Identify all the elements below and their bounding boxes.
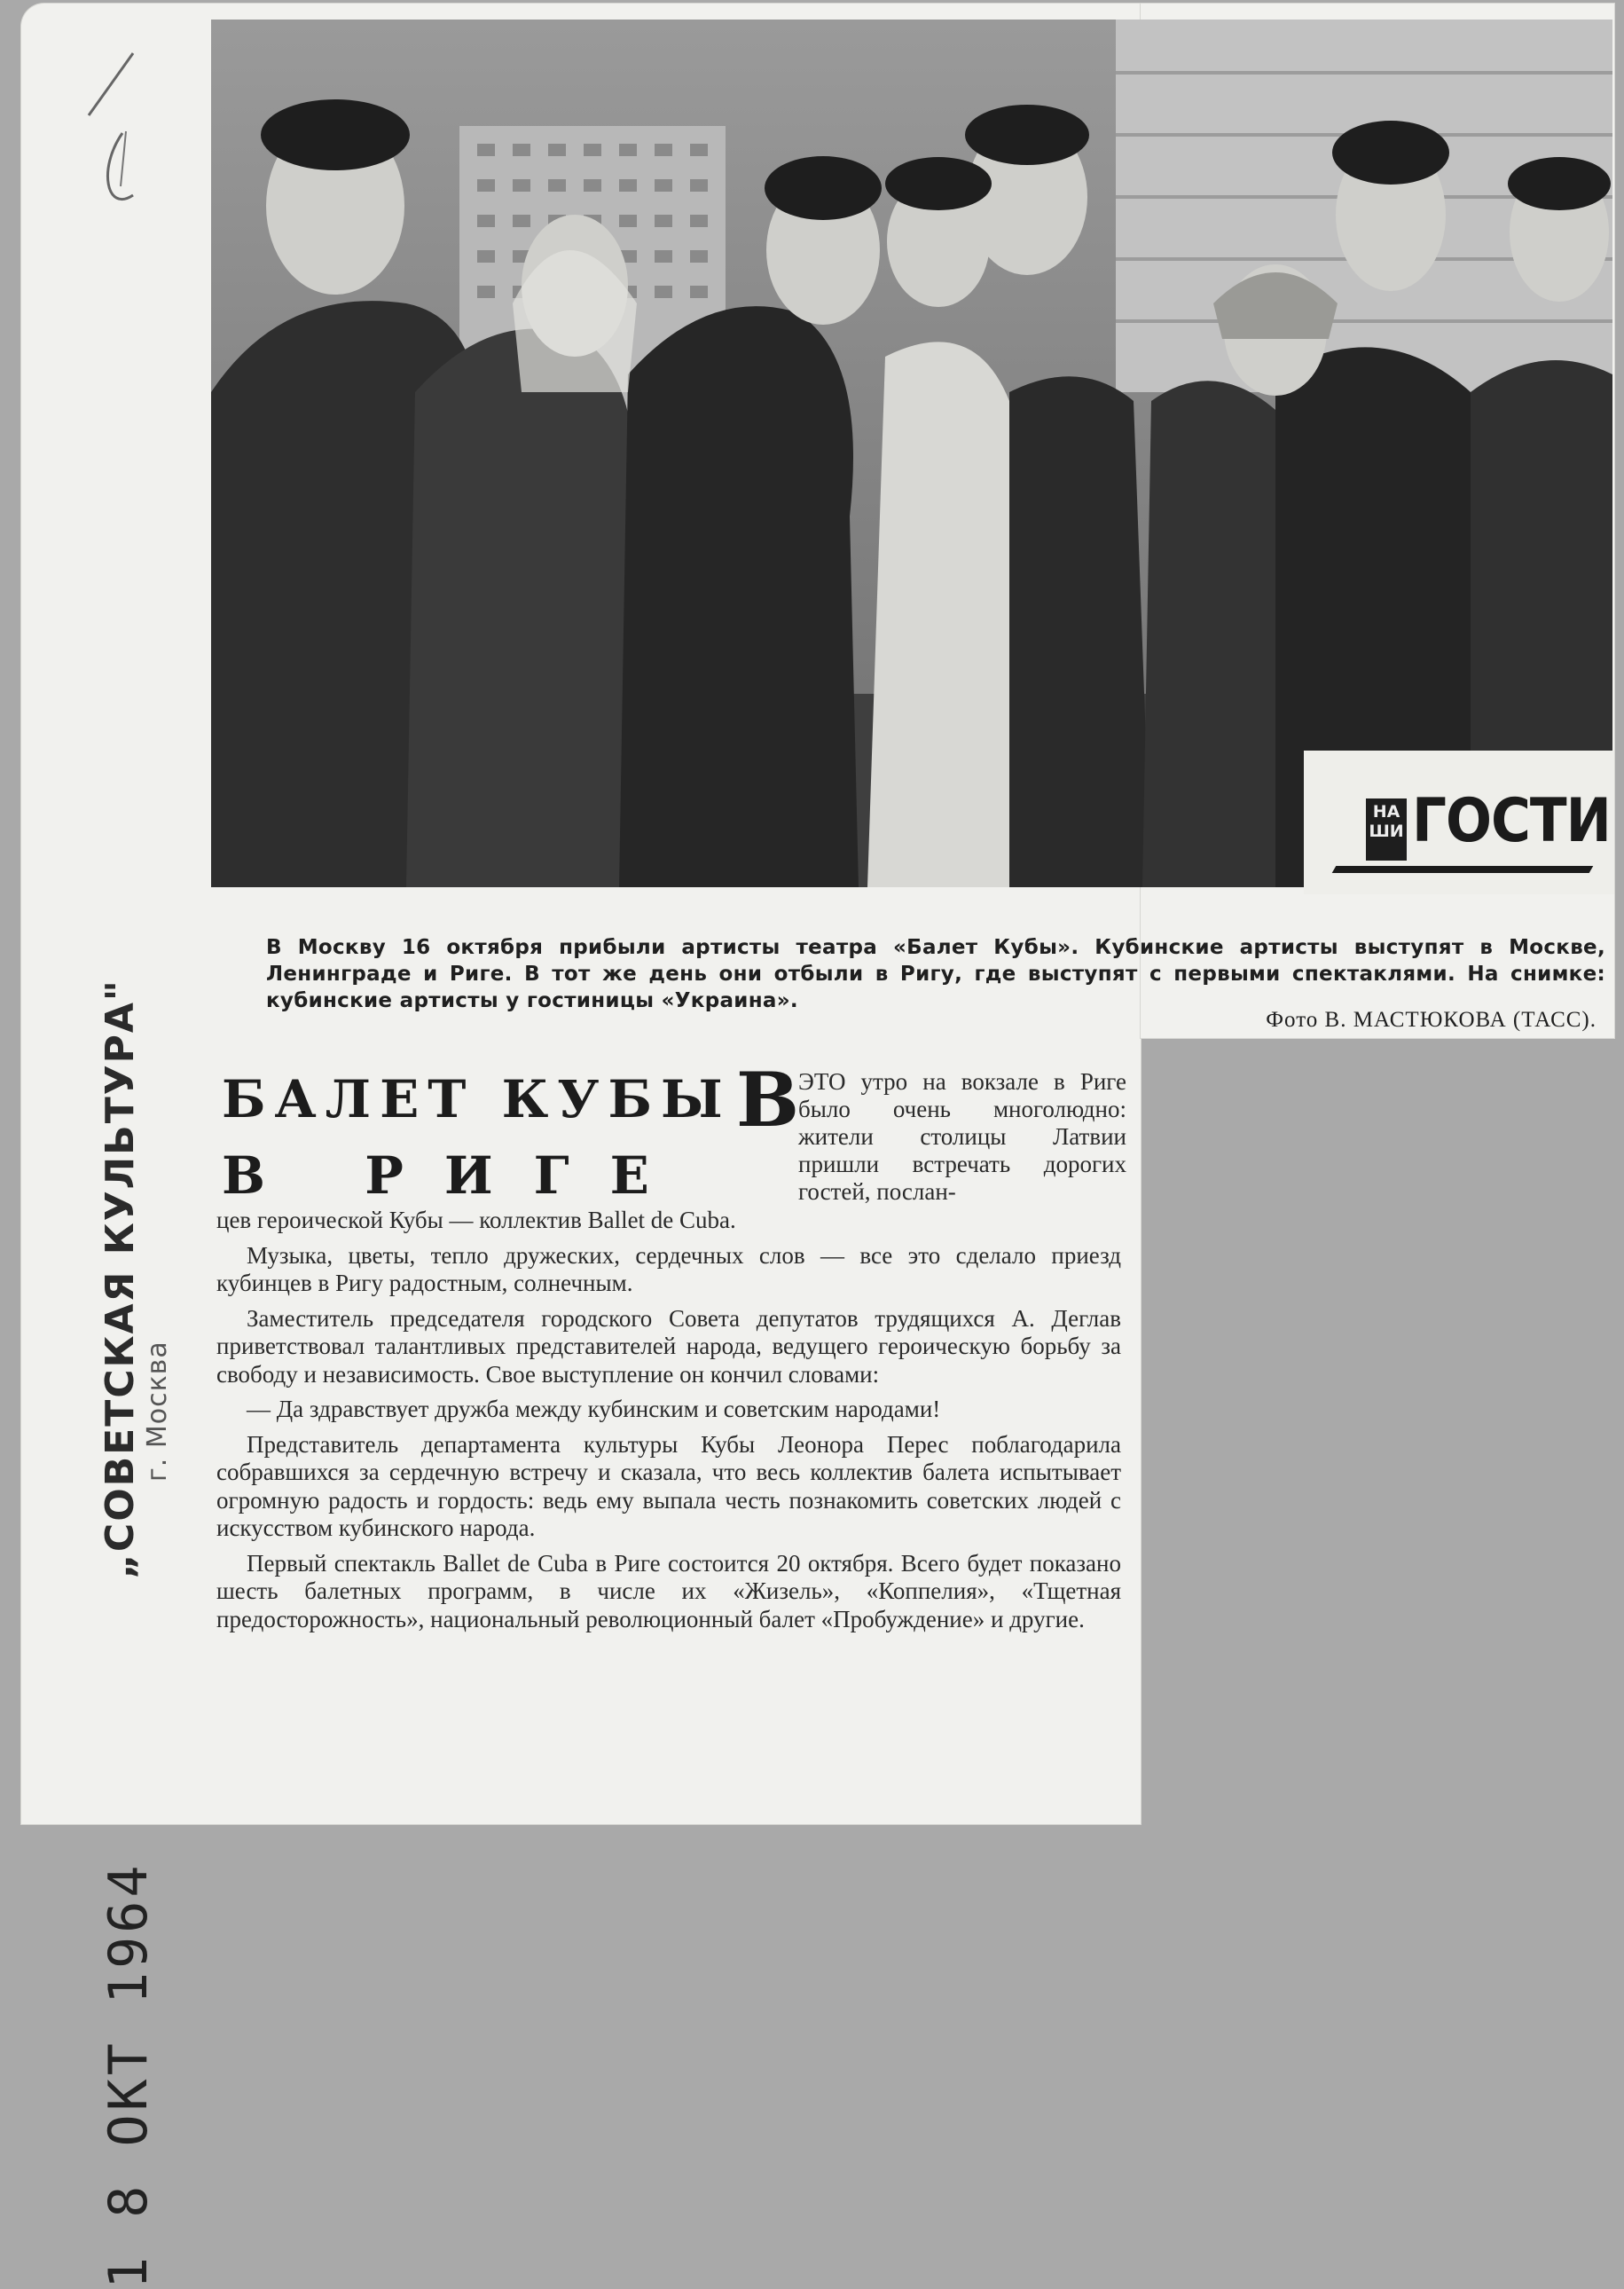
article-lead: ЭТО утро на вокзале в Риге было очень многолюдно: жители столицы Латвии пришли встречать дорогих гостей, послан- — [798, 1068, 1126, 1205]
newspaper-name: „СОВЕТСКАЯ КУЛЬТУРА" — [98, 979, 143, 1579]
paragraph-4: — Да здравствует дружба между кубинским и советским народами! — [247, 1396, 941, 1422]
headline-line-2: В РИГЕ — [222, 1145, 690, 1206]
paragraph-1-continued: цев героической Кубы — коллектив Ballet de Cuba. — [216, 1207, 736, 1233]
rubric-underline — [1332, 866, 1594, 873]
paragraph-2: Музыка, цветы, тепло дружеских, сердечных слов — все это сделало приезд кубинцев в Ригу радостным, солнечным. — [216, 1241, 1121, 1296]
rubric-small-text: НАШИ — [1366, 798, 1407, 861]
headline-line-1: БАЛЕТ КУБЫ — [222, 1069, 732, 1129]
paragraph-3: Заместитель председателя городского Совета депутатов трудящихся А. Деглав приветствовал талантливых представителей народа, ведущего героическую борьбу за свободу и независимость. Свое выступление он кончил словами: — [216, 1304, 1121, 1388]
photo-caption: В Москву 16 октября прибыли артисты театра «Балет Кубы». Кубинские артисты выступят в Москве, Ленинграде и Риге. В тот же день они отбыли в Ригу, где выступят с первыми спектаклями. На снимке: кубинские артисты у гостиницы «Украина». — [266, 936, 1605, 1012]
article-headline — [222, 1061, 732, 1214]
photo-credit: Фото В. МАСТЮКОВА (ТАСС). — [1266, 1008, 1597, 1032]
article-body — [216, 1207, 1121, 1640]
clipping-date: 1 8 ОКТ 1964 — [98, 1861, 160, 2289]
rubric-big-text: ГОСТИ — [1412, 786, 1611, 856]
source-stamp — [35, 657, 173, 2289]
newspaper-city: г. Москва — [142, 1341, 173, 1482]
paragraph-5: Представитель департамента культуры Кубы Леонора Перес поблагодарила собравшихся за сердечную встречу и сказала, что весь коллектив балета испытывает огромную радость и гордость: ведь ему выпала честь познакомить советских людей с искусством кубинского народа. — [216, 1430, 1121, 1541]
rubric-logo — [1304, 751, 1614, 894]
pencil-mark-icon — [71, 35, 151, 213]
paragraph-6: Первый спектакль Ballet de Cuba в Риге состоится 20 октября. Всего будет показано шесть балетных программ, в числе их «Жизель», «Коппелия», «Тщетная предосторожность», национальный революционный балет «Пробуждение» и другие. — [216, 1549, 1121, 1632]
drop-cap: В — [736, 1056, 799, 1144]
